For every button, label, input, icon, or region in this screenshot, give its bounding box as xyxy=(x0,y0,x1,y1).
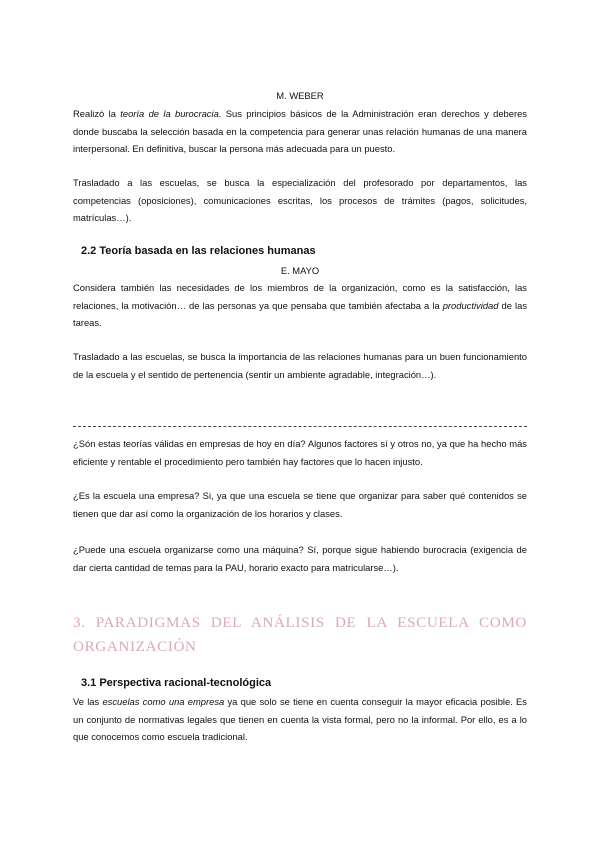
weber-p1-text-a: Realizó la xyxy=(73,108,121,119)
mayo-p1-emphasis: productividad xyxy=(442,299,499,311)
section-2-2-heading: 2.2 Teoría basada en las relaciones humanas xyxy=(81,245,316,257)
mayo-p1-text-a: Considera también las necesidades de los miembros de la organización, como es la satisfacción, las relaciones, la motivación… de las personas ya que pensaba que también afectaba a la xyxy=(73,282,527,311)
question-1: ¿Són estas teorías válidas en empresas de hoy en día? Algunos factores sí y otros no, ya que ha hecho más eficiente y rentable el procedimiento pero también hay factores que lo hacen injusto. xyxy=(73,438,527,467)
dashed-separator xyxy=(73,426,527,427)
weber-p1-text-b: . Sus principios básicos de la Administración eran derechos y deberes donde buscaba la selección basada en la competencia para generar unas relación humanas de una manera interpersonal. En definitiva, buscar la persona más adecuada para un puesto. xyxy=(73,108,527,155)
section-3-heading: 3. PARADIGMAS DEL ANÁLISIS DE LA ESCUELA COMO ORGANIZACIÓN xyxy=(73,614,527,655)
mayo-p1-text-b: de las tareas. xyxy=(73,299,528,329)
weber-paragraph-2: Trasladado a las escuelas, se busca la especialización del profesorado por departamentos, las competencias (oposiciones), comunicaciones escritas, los procesos de trámites (pagos, solicitudes, matrículas…). xyxy=(73,177,527,224)
weber-p1-emphasis: teoría de la burocracia xyxy=(120,108,219,119)
mayo-paragraph-2: Trasladado a las escuelas, se busca la importancia de las relaciones humanas para un buen funcionamiento de la escuela y el sentido de pertenencia (sentir un ambiente agradable, integración…). xyxy=(73,351,527,380)
weber-paragraph-1 xyxy=(73,105,527,158)
mayo-paragraph-1 xyxy=(73,279,527,332)
s31-emphasis: escuelas como una empresa xyxy=(102,696,225,707)
s31-text-a: Ve las xyxy=(73,696,103,707)
author-weber: M. WEBER xyxy=(276,90,324,101)
section-3-1-paragraph xyxy=(73,693,527,746)
question-3: ¿Puede una escuela organizarse como una máquina? Sí, porque sigue habiendo burocracia (exigencia de dar cierta cantidad de temas para la PAU, horario exacto para matricularse…). xyxy=(73,544,527,573)
question-2: ¿Es la escuela una empresa? Si, ya que una escuela se tiene que organizar para saber qué contenidos se tienen que dar así como la organización de los horarios y clases. xyxy=(73,490,527,519)
section-3-1-heading: 3.1 Perspectiva racional-tecnológica xyxy=(81,677,272,689)
author-mayo: E. MAYO xyxy=(280,265,320,276)
s31-text-b: ya que solo se tiene en cuenta conseguir la mayor eficacia posible. Es un conjunto de normativas legales que tienen en cuenta la vista formal, pero no la informal. Por ello, es a lo que conocemos como escuela tradicional. xyxy=(73,696,527,743)
